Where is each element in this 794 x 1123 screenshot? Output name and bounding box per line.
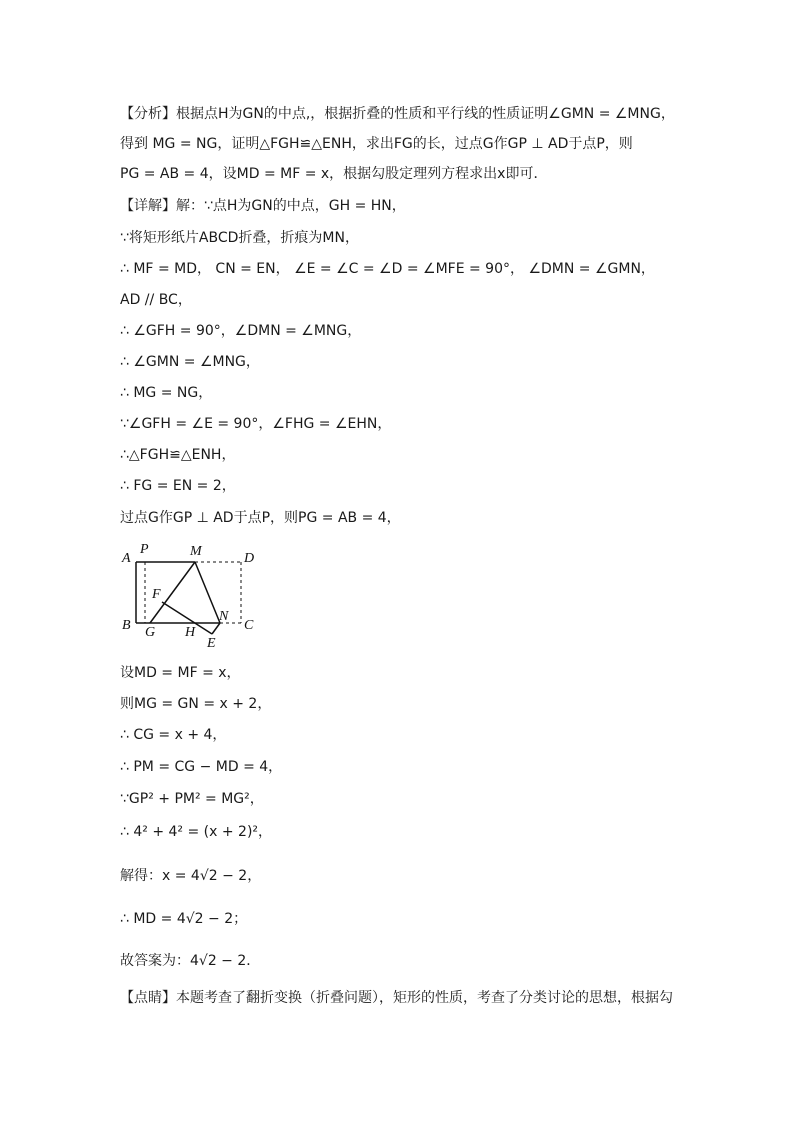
solution-line-15: ∴ PM = CG − MD = 4， (120, 759, 283, 775)
solution-line-5: ∴ ∠GFH = 90°，∠DMN = ∠MNG， (120, 323, 362, 339)
solution-line-3: ∴ MF = MD， CN = EN， ∠E = ∠C = ∠D = ∠MFE = 90°， ∠DMN = ∠GMN， (120, 261, 655, 277)
label-n: N (219, 609, 229, 624)
rectangle-fold-diagram (118, 540, 278, 650)
solution-line-13: 则MG = GN = x + 2， (120, 696, 272, 712)
label-p: P (140, 542, 149, 557)
label-a: A (122, 551, 131, 566)
label-d: D (244, 551, 255, 566)
segment-ne (212, 623, 220, 634)
label-c: C (244, 618, 254, 633)
solution-line-4: AD // BC， (120, 292, 192, 308)
solution-line-8: ∵∠GFH = ∠E = 90°，∠FHG = ∠EHN， (120, 416, 392, 432)
comment-line: 【点睛】本题考查了翻折变换（折叠问题），矩形的性质，考查了分类讨论的思想，根据勾 (120, 990, 673, 1006)
solution-line-14: ∴ CG = x + 4， (120, 727, 227, 743)
solution-line-10: ∴ FG = EN = 2， (120, 478, 236, 494)
label-g: G (145, 625, 156, 640)
analysis-line-1: 【分析】根据点H为GN的中点,，根据折叠的性质和平行线的性质证明∠GMN = ∠MNG， (120, 106, 675, 122)
solution-line-11: 过点G作GP ⊥ AD于点P，则PG = AB = 4， (120, 510, 401, 526)
analysis-line-3: PG = AB = 4，设MD = MF = x，根据勾股定理列方程求出x即可． (120, 166, 548, 182)
solution-line-18: 解得：x = 4√2 − 2， (120, 868, 262, 884)
solution-line-16: ∵GP² + PM² = MG²， (120, 791, 264, 807)
label-b: B (122, 618, 131, 633)
solution-line-7: ∴ MG = NG， (120, 385, 213, 401)
label-m: M (190, 544, 202, 559)
solution-line-1: 【详解】解：∵点H为GN的中点，GH = HN， (120, 198, 406, 214)
label-h: H (185, 625, 196, 640)
solution-line-2: ∵将矩形纸片ABCD折叠，折痕为MN， (120, 230, 359, 246)
solution-line-19: ∴ MD = 4√2 − 2； (120, 911, 248, 927)
analysis-line-2: 得到 MG = NG，证明△FGH≌△ENH，求出FG的长，过点G作GP ⊥ AD于点P，则 (120, 136, 633, 152)
label-f: F (152, 587, 161, 602)
solution-line-9: ∴△FGH≌△ENH， (120, 447, 236, 463)
geometry-figure (118, 540, 278, 650)
label-e: E (207, 636, 216, 650)
segment-mn (195, 562, 220, 623)
solution-line-17: ∴ 4² + 4² = (x + 2)²， (120, 824, 273, 840)
solution-line-6: ∴ ∠GMN = ∠MNG， (120, 354, 260, 370)
solution-line-12: 设MD = MF = x， (120, 665, 241, 681)
answer-line: 故答案为：4√2 − 2． (120, 953, 261, 969)
